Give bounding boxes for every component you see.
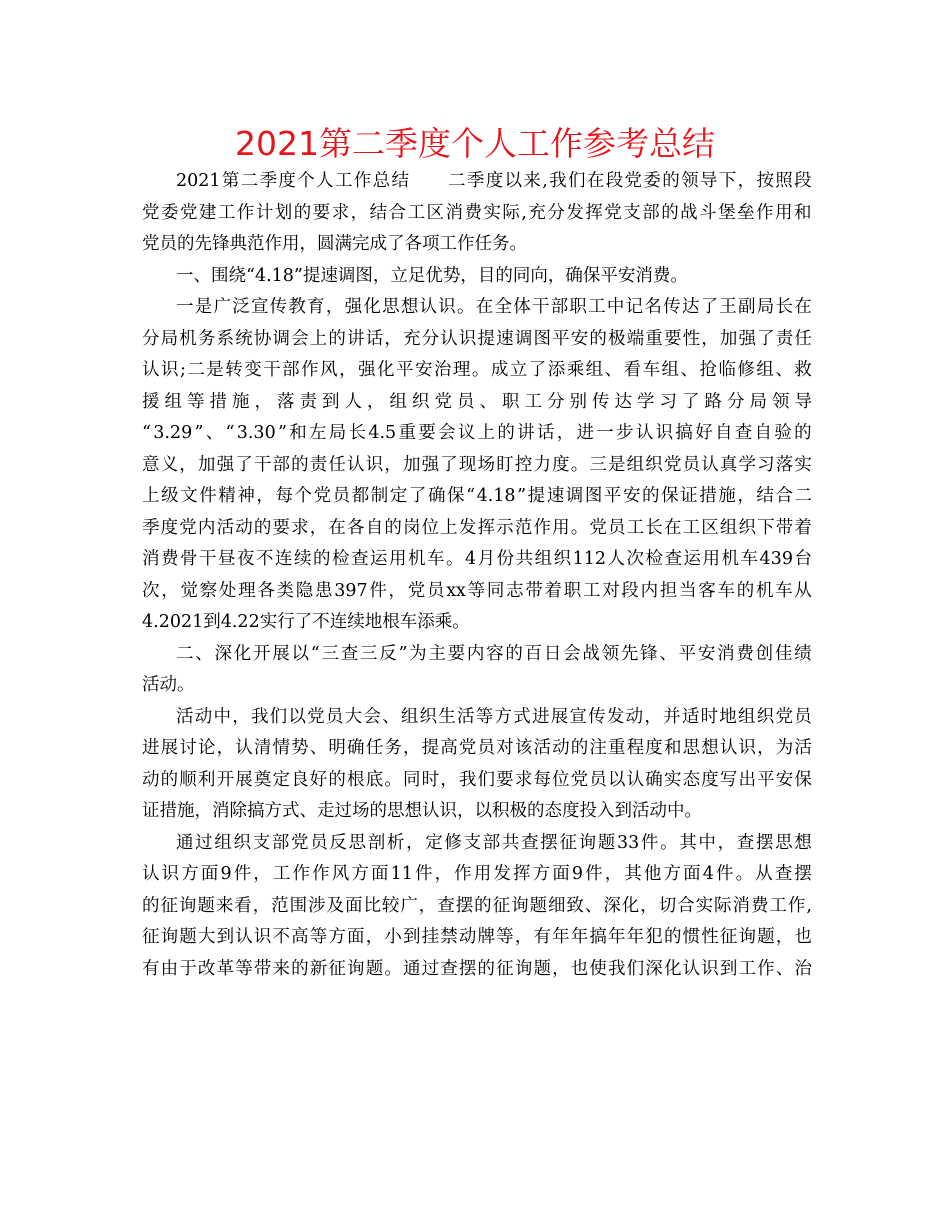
- text-line: 的 征 询 题 来 看 ， 范 围 涉 及 面 比 较 广 ， 查 摆 的 征 询 题 细 致 、 深 化 ， 切 合 实 际 消 费 工 作 ,: [142, 895, 812, 916]
- text-line: 活 动 中 ， 我 们 以 党 员 大 会 、 组 织 生 活 等 方 式 进 展 宣 传 发 动 ， 并 适 时 地 组 织 党 员: [176, 706, 812, 727]
- text-line: 一 是 广 泛 宣 传 教 育 ， 强 化 思 想 认 识 。 在 全 体 干 部 职 工 中 记 名 传 达 了 王 副 局 长 在: [176, 297, 812, 317]
- text-line: 证措施，消除搞方式、走过场的思想认识，以积极的态度投入到活动中。: [142, 801, 702, 821]
- text-line: 意 义 ， 加 强 了 干 部 的 责 任 认 识 ， 加 强 了 现 场 盯 控 力 度 。 三 是 组 织 党 员 认 真 学 习 落 实: [142, 454, 812, 475]
- text-line: 认 识 方 面 9 件 ， 工 作 作 风 方 面 11 件 ， 作 用 发 挥 方 面 9 件 ， 其 他 方 面 4 件 。 从 查 摆: [142, 864, 812, 884]
- text-line: 有 由 于 改 革 等 带 来 的 新 征 询 题 。 通 过 查 摆 的 征 询 题 ， 也 使 我 们 深 化 认 识 到 工 作 、 治: [142, 958, 812, 979]
- text-line: 次 ， 觉 察 处 理 各 类 隐 患 397 件 ， 党 员 xx 等 同 志 带 着 职 工 对 段 内 担 当 客 车 的 机 车 从: [142, 580, 812, 601]
- text-line: “ 3.29 ” 、 “ 3.30 ” 和 左 局 长 4.5 重 要 会 议 上 的 讲 话 ， 进 一 步 认 识 搞 好 自 查 自 验 的: [142, 423, 812, 443]
- text-line: 党员的先锋典范作用，圆满完成了各项工作任务。: [142, 234, 527, 254]
- document-body: [142, 166, 812, 985]
- text-line: 分 局 机 务 系 统 协 调 会 上 的 讲 话 ， 充 分 认 识 提 速 调 图 平 安 的 极 端 重 要 性 ， 加 强 了 责 任: [142, 328, 812, 349]
- text-line: 征 询 题 大 到 认 识 不 高 等 方 面 ， 小 到 挂 禁 动 牌 等 ， 有 年 年 搞 年 年 犯 的 惯 性 征 询 题 ， 也: [142, 927, 812, 947]
- document-title: 2021第二季度个人工作参考总结: [235, 124, 715, 163]
- text-line: 季 度 党 内 活 动 的 要 求 ， 在 各 自 的 岗 位 上 发 挥 示 范 作 用 。 党 员 工 长 在 工 区 组 织 下 带 着: [142, 517, 812, 538]
- text-line: 消 费 骨 干 昼 夜 不 连 续 的 检 查 运 用 机 车 。 4 月 份 共 组 织 112 人 次 检 查 运 用 机 车 439 台: [142, 549, 812, 569]
- text-line: 党 委 党 建 工 作 计 划 的 要 求 ， 结 合 工 区 消 费 实 际 , 充 分 发 挥 党 支 部 的 战 斗 堡 垒 作 用 和: [142, 202, 812, 223]
- text-line: 一、围绕“4.18”提速调图，立足优势，目的同向，确保平安消费。: [176, 265, 688, 286]
- text-line: 二 、 深 化 开 展 以 “ 三 查 三 反 ” 为 主 要 内 容 的 百 日 会 战 领 先 锋 、 平 安 消 费 创 佳 绩: [176, 643, 812, 664]
- text-line: 进 展 讨 论 ， 认 清 情 势 、 明 确 任 务 ， 提 高 党 员 对 该 活 动 的 注 重 程 度 和 思 想 认 识 ， 为 活: [142, 738, 812, 758]
- text-line: 通 过 组 织 支 部 党 员 反 思 剖 析 ， 定 修 支 部 共 查 摆 征 询 题 33 件 。 其 中 ， 查 摆 思 想: [176, 832, 812, 853]
- text-line: 4.2021到4.22实行了不连续地根车添乘。: [142, 612, 470, 632]
- text-line: 动 的 顺 利 开 展 奠 定 良 好 的 根 底 。 同 时 ， 我 们 要 求 每 位 党 员 以 认 确 实 态 度 写 出 平 安 保: [142, 769, 812, 790]
- text-line: 认 识 ; 二 是 转 变 干 部 作 风 ， 强 化 平 安 治 理 。 成 立 了 添 乘 组 、 看 车 组 、 抢 临 修 组 、 救: [142, 360, 812, 380]
- text-line: 上 级 文 件 精 神 ， 每 个 党 员 都 制 定 了 确 保 “ 4.18 ” 提 速 调 图 平 安 的 保 证 措 施 ， 结 合 二: [142, 486, 812, 506]
- text-line: 援 组 等 措 施 ， 落 责 到 人 ， 组 织 党 员 、 职 工 分 别 传 达 学 习 了 路 分 局 领 导: [142, 391, 812, 412]
- text-line: 活动。: [142, 675, 195, 695]
- text-line: 2021 第 二 季 度 个 人 工 作 总 结 二 季 度 以 来 , 我 们 在 段 党 委 的 领 导 下 ， 按 照 段: [176, 171, 812, 191]
